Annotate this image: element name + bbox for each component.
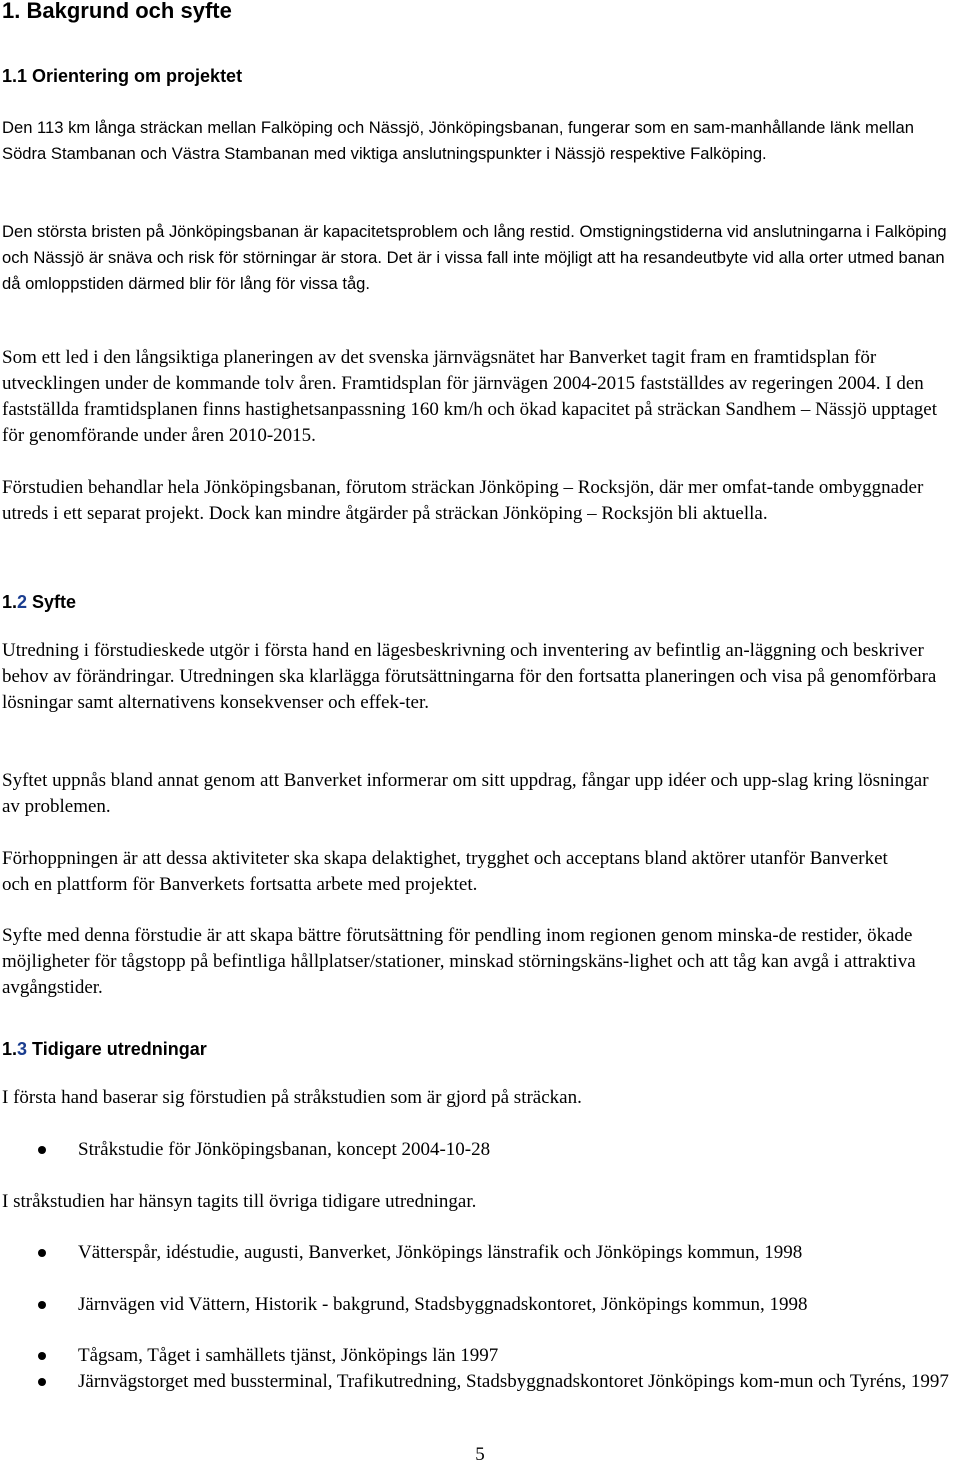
bullet-icon bbox=[38, 1378, 46, 1386]
section-number: 1.1 bbox=[2, 66, 28, 86]
list-item bbox=[38, 1137, 960, 1163]
paragraph-syfte: Syfte med denna förstudie är att skapa bättre förutsättning för pendling inom regionen genom minska-de restider, ökade möjligheter för tågstopp på befintliga hållplatser/stationer, minskad störningskäns-lighet och att tåg kan avgå i attraktiva avgångstider. bbox=[2, 925, 916, 998]
list-item bbox=[38, 1292, 960, 1318]
list-item bbox=[38, 1240, 960, 1266]
list-item-text: Järnvägstorget med bussterminal, Trafikutredning, Stadsbyggnadskontoret Jönköpings kom-mun och Tyréns, 1997 bbox=[78, 1371, 949, 1392]
list-item bbox=[38, 1369, 960, 1395]
section-number: 1. bbox=[2, 1039, 18, 1059]
paragraph-strakstudien: I stråkstudien har hänsyn tagits till övriga tidigare utredningar. bbox=[2, 1191, 477, 1212]
list-item bbox=[38, 1343, 960, 1369]
list-item-text: Tågsam, Tåget i samhällets tjänst, Jönköpings län 1997 bbox=[78, 1345, 499, 1366]
section-title: Orientering om projektet bbox=[27, 66, 243, 86]
paragraph-baserar: I första hand baserar sig förstudien på stråkstudien som är gjord på sträckan. bbox=[2, 1087, 582, 1108]
paragraph-syftet: Syftet uppnås bland annat genom att Banverket informerar om sitt uppdrag, fångar upp idéer och upp-slag kring lösningar av problemen. bbox=[2, 770, 929, 817]
section-heading-1-2 bbox=[2, 590, 76, 614]
list-item-text: Vätterspår, idéstudie, augusti, Banverket, Jönköpings länstrafik och Jönköpings kommun, 1998 bbox=[78, 1242, 803, 1263]
bullet-icon bbox=[38, 1352, 46, 1360]
paragraph-framtidsplan: Som ett led i den långsiktiga planeringen av det svenska järnvägsnätet har Banverket tagit fram en framtidsplan för utvecklingen under de kommande tolv åren. Framtidsplan för järnvägen 2004-2015 fastställdes av regeringen 2004. I den fastställda framtidsplanen finns hastighetsanpassning 160 km/h och ökad kapacitet på sträckan Sandhem – Nässjö upptaget för genomförande under åren 2010-2015. bbox=[2, 347, 937, 446]
list-item-text: Järnvägen vid Vättern, Historik - bakgrund, Stadsbyggnadskontoret, Jönköpings kommun, 1998 bbox=[78, 1294, 808, 1315]
paragraph-bristen-part2: Omstigningstiderna vid anslutningarna i Falköping och Nässjö är snäva och risk för störningar är stora. bbox=[2, 222, 947, 267]
section-number-sub: 3 bbox=[17, 1039, 28, 1059]
bullet-icon bbox=[38, 1249, 46, 1257]
page-number: 5 bbox=[475, 1444, 485, 1465]
paragraph-bristen-part3: Det är i vissa fall inte möjligt att ha resandeutbyte vid alla orter utmed banan då omloppstiden därmed blir för lång för vissa tåg. bbox=[2, 248, 945, 293]
paragraph-orientation: Den 113 km långa sträckan mellan Falköping och Nässjö, Jönköpingsbanan, fungerar som en sam-manhållande länk mellan Södra Stambanan och Västra Stambanan med viktiga anslutningspunkter i Nässjö respektive Falköping. bbox=[2, 118, 914, 163]
bullet-icon bbox=[38, 1301, 46, 1309]
section-number-sub: 2 bbox=[17, 592, 28, 612]
section-title: Tidigare utredningar bbox=[27, 1039, 207, 1059]
section-number: 1. bbox=[2, 592, 18, 612]
section-title: Syfte bbox=[27, 592, 77, 612]
list-item-text: Stråkstudie för Jönköpingsbanan, koncept 2004-10-28 bbox=[78, 1139, 491, 1160]
chapter-heading: 1. Bakgrund och syfte bbox=[2, 0, 232, 23]
paragraph-forstudien: Förstudien behandlar hela Jönköpingsbanan, förutom sträckan Jönköping – Rocksjön, där mer omfat-tande ombyggnader utreds i ett separat projekt. Dock kan mindre åtgärder på sträckan Jönköping – Rocksjön bli aktuella. bbox=[2, 477, 924, 524]
paragraph-bristen-part1: Den största bristen på Jönköpingsbanan är kapacitetsproblem och lång restid. bbox=[2, 222, 575, 241]
section-heading-1-3 bbox=[2, 1037, 207, 1061]
paragraph-utredning: Utredning i förstudieskede utgör i första hand en lägesbeskrivning och inventering av befintlig an-läggning och beskriver behov av förändringar. Utredningen ska klarlägga förutsättningarna för den fortsatta planeringen och visa på genomförbara lösningar samt alternativens konsekvenser och effek-ter. bbox=[2, 640, 937, 713]
bullet-icon bbox=[38, 1146, 46, 1154]
section-heading-1-1 bbox=[2, 64, 242, 88]
paragraph-forhoppningen: Förhoppningen är att dessa aktiviteter ska skapa delaktighet, trygghet och acceptans bland aktörer utanför Banverket och en plattform för Banverkets fortsatta arbete med projektet. bbox=[2, 848, 888, 895]
paragraph-bristen bbox=[2, 219, 952, 297]
